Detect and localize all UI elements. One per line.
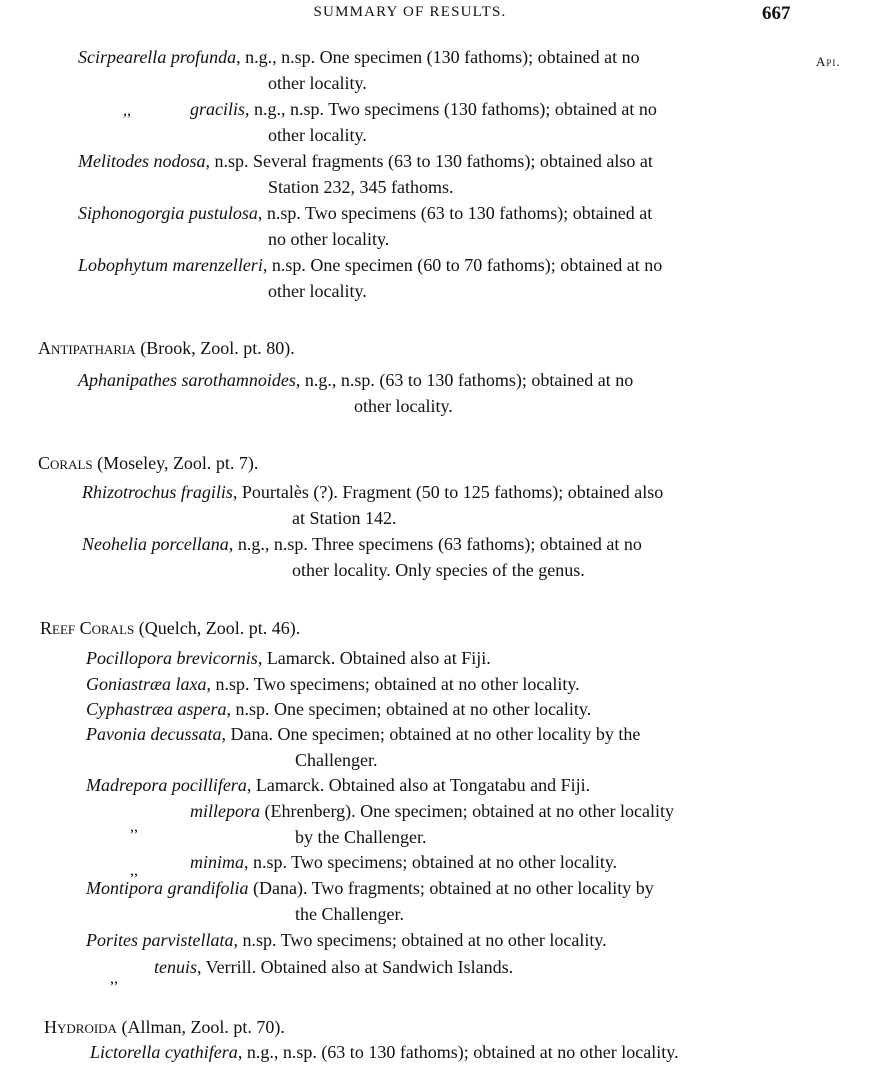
section-ref: (Brook, Zool. pt. 80). bbox=[135, 338, 295, 358]
species-entry bbox=[190, 798, 674, 850]
entry-text: , Pourtalès (?). Fragment (50 to 125 fathoms); obtained also bbox=[232, 482, 664, 502]
species-entry bbox=[154, 954, 513, 980]
entry-continuation: at Station 142. bbox=[292, 508, 397, 528]
species-name: Montipora grandifolia bbox=[86, 878, 249, 898]
species-name: Neohelia porcellana bbox=[82, 534, 229, 554]
species-name: gracilis bbox=[190, 99, 246, 119]
entry-text: , n.sp. Several fragments (63 to 130 fathoms); obtained also at bbox=[205, 151, 653, 171]
species-name: Pocillopora brevicornis bbox=[86, 648, 258, 668]
section-ref: (Allman, Zool. pt. 70). bbox=[116, 1017, 285, 1037]
section-name: Corals bbox=[38, 453, 93, 473]
species-entry bbox=[78, 200, 652, 252]
species-name: Lictorella cyathifera bbox=[90, 1042, 238, 1062]
species-entry bbox=[82, 479, 663, 531]
entry-text: , n.sp. One specimen (60 to 70 fathoms); obtained at no bbox=[262, 255, 663, 275]
section-heading-hydroida bbox=[44, 1014, 285, 1040]
running-header: SUMMARY OF RESULTS. bbox=[313, 4, 507, 20]
species-name: Rhizotrochus fragilis bbox=[82, 482, 233, 502]
entry-text: (Ehrenberg). One specimen; obtained at no other locality bbox=[260, 801, 675, 821]
species-name: Madrepora pocillifera bbox=[86, 775, 247, 795]
species-entry bbox=[78, 148, 653, 200]
entry-continuation: other locality. bbox=[268, 281, 367, 301]
species-entry bbox=[86, 645, 491, 671]
section-ref: (Moseley, Zool. pt. 7). bbox=[92, 453, 259, 473]
section-heading-antipatharia bbox=[38, 335, 295, 361]
species-entry bbox=[86, 671, 580, 697]
entry-continuation: by the Challenger. bbox=[295, 827, 427, 847]
margin-note: Api. bbox=[816, 54, 841, 69]
species-entry bbox=[78, 252, 662, 304]
entry-text: , Verrill. Obtained also at Sandwich Islands. bbox=[197, 957, 514, 977]
species-entry bbox=[86, 875, 654, 927]
species-entry bbox=[86, 772, 590, 798]
entry-text: , Lamarck. Obtained also at Fiji. bbox=[257, 648, 491, 668]
entry-continuation: no other locality. bbox=[268, 229, 390, 249]
species-name: Scirpearella profunda bbox=[78, 47, 237, 67]
entry-text: , n.sp. One specimen; obtained at no other locality. bbox=[226, 699, 592, 719]
entry-text: , n.sp. Two specimens; obtained at no other locality. bbox=[233, 930, 607, 950]
species-entry bbox=[190, 96, 657, 148]
species-entry bbox=[78, 367, 633, 419]
entry-continuation: other locality. bbox=[268, 125, 367, 145]
entry-continuation: the Challenger. bbox=[295, 904, 404, 924]
species-entry bbox=[82, 531, 642, 583]
entry-continuation: Station 232, 345 fathoms. bbox=[268, 177, 454, 197]
species-name: Goniastræa laxa bbox=[86, 674, 207, 694]
entry-text: , n.g., n.sp. Three specimens (63 fathoms); obtained at no bbox=[228, 534, 642, 554]
entry-text: , n.g., n.sp. Two specimens (130 fathoms); obtained at no bbox=[245, 99, 657, 119]
species-entry bbox=[90, 1039, 679, 1065]
species-name: Melitodes nodosa bbox=[78, 151, 206, 171]
section-name: Antipatharia bbox=[38, 338, 136, 358]
species-entry bbox=[190, 849, 617, 875]
section-heading-corals bbox=[38, 450, 258, 476]
species-name: Pavonia decussata bbox=[86, 724, 222, 744]
species-entry bbox=[78, 44, 640, 96]
entry-continuation: other locality. bbox=[354, 396, 453, 416]
page-number: 667 bbox=[762, 3, 791, 24]
entry-text: , Dana. One specimen; obtained at no other locality by the bbox=[221, 724, 641, 744]
species-entry bbox=[86, 721, 640, 773]
entry-text: , Lamarck. Obtained also at Tongatabu and Fiji. bbox=[246, 775, 591, 795]
entry-text: (Dana). Two fragments; obtained at no other locality by bbox=[248, 878, 654, 898]
section-name: Reef Corals bbox=[40, 618, 135, 638]
section-heading-reef-corals bbox=[40, 615, 300, 641]
species-name: minima bbox=[190, 852, 244, 872]
species-name: tenuis bbox=[154, 957, 197, 977]
species-name: Lobophytum marenzelleri bbox=[78, 255, 263, 275]
species-name: millepora bbox=[190, 801, 260, 821]
section-ref: (Quelch, Zool. pt. 46). bbox=[134, 618, 301, 638]
species-name: Aphanipathes sarothamnoides bbox=[78, 370, 296, 390]
species-name: Siphonogorgia pustulosa bbox=[78, 203, 258, 223]
species-name: Porites parvistellata bbox=[86, 930, 234, 950]
entry-text: , n.g., n.sp. (63 to 130 fathoms); obtained at no bbox=[295, 370, 634, 390]
entry-text: , n.sp. Two specimens (63 to 130 fathoms); obtained at bbox=[257, 203, 653, 223]
entry-continuation: Challenger. bbox=[295, 750, 378, 770]
species-entry bbox=[86, 927, 607, 953]
ditto-mark: ,, bbox=[123, 102, 131, 119]
entry-continuation: other locality. bbox=[268, 73, 367, 93]
entry-text: , n.sp. Two specimens; obtained at no other locality. bbox=[244, 852, 618, 872]
ditto-mark: ,, bbox=[110, 970, 118, 987]
species-entry bbox=[86, 696, 591, 722]
entry-continuation: other locality. Only species of the genus. bbox=[292, 560, 585, 580]
entry-text: , n.sp. Two specimens; obtained at no other locality. bbox=[206, 674, 580, 694]
ditto-mark: ,, bbox=[130, 818, 138, 835]
species-name: Cyphastræa aspera bbox=[86, 699, 227, 719]
ditto-mark: ,, bbox=[130, 862, 138, 879]
section-name: Hydroida bbox=[44, 1017, 117, 1037]
entry-text: , n.g., n.sp. One specimen (130 fathoms); obtained at no bbox=[236, 47, 640, 67]
entry-text: , n.g., n.sp. (63 to 130 fathoms); obtained at no other locality. bbox=[237, 1042, 679, 1062]
